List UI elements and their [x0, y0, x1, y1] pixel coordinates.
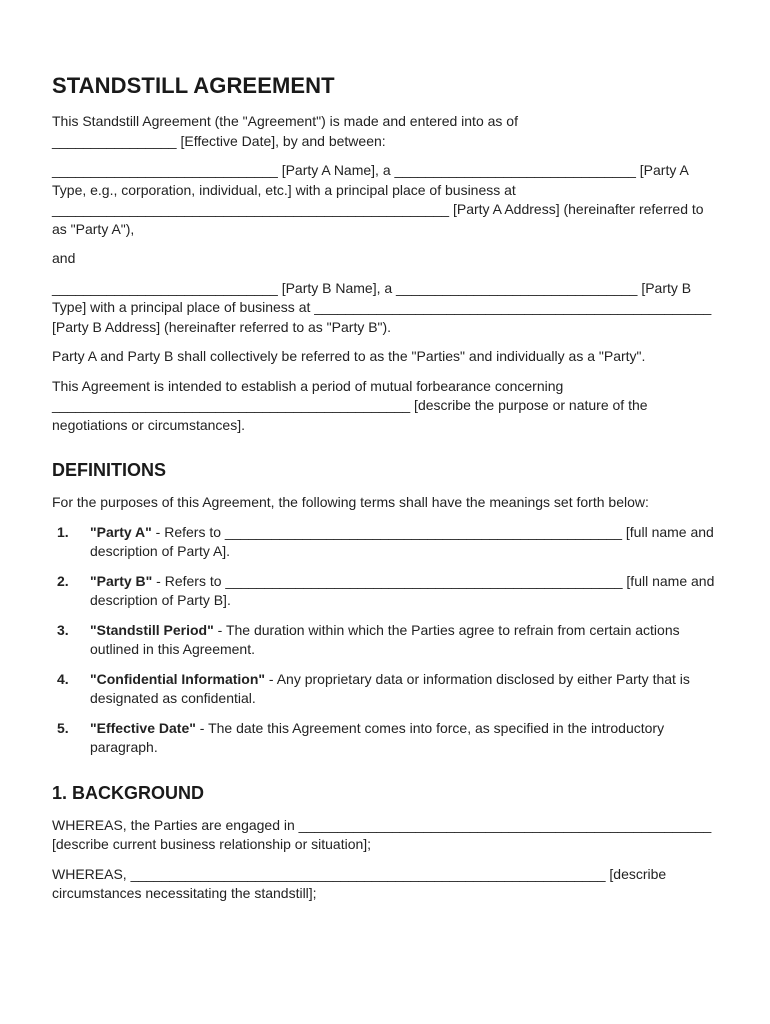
- definition-term: "Standstill Period": [90, 621, 214, 638]
- definition-item: [52, 621, 722, 660]
- definition-item: [52, 572, 722, 611]
- definition-term: "Party A": [90, 523, 152, 540]
- purpose-paragraph: This Agreement is intended to establish a period of mutual forbearance concerning ______________________________________________ [describe the purpose or nature of the negotiations or circumstances].: [52, 377, 648, 433]
- definitions-list: [52, 523, 722, 758]
- definition-text: - Refers to ___________________________________________________ [full name and description of Party B].: [90, 572, 715, 608]
- definition-number: 3.: [57, 621, 69, 638]
- definitions-lead: For the purposes of this Agreement, the following terms shall have the meanings set forth below:: [52, 494, 649, 510]
- whereas-paragraph-2: WHEREAS, _____________________________________________________________ [describe circumstances necessitating the standstill];: [52, 865, 667, 901]
- definition-item: [52, 523, 722, 562]
- definition-text: - The duration within which the Parties agree to refrain from certain actions outlined in this Agreement.: [90, 621, 680, 657]
- definition-text: - Refers to ___________________________________________________ [full name and description of Party A].: [90, 523, 714, 559]
- definition-term: "Party B": [90, 572, 153, 589]
- collective-paragraph: Party A and Party B shall collectively be referred to as the "Parties" and individually as a "Party".: [52, 348, 646, 364]
- definition-number: 2.: [57, 572, 69, 589]
- definition-term: "Confidential Information": [90, 670, 266, 687]
- definition-number: 1.: [57, 523, 69, 540]
- definition-text: - Any proprietary data or information disclosed by either Party that is designated as confidential.: [90, 670, 690, 706]
- background-heading: 1. BACKGROUND: [52, 782, 205, 803]
- definition-number: 4.: [57, 670, 69, 687]
- whereas-paragraph-1: WHEREAS, the Parties are engaged in _____________________________________________________ [describe current business relationship or situation];: [52, 816, 712, 852]
- document-title: STANDSTILL AGREEMENT: [52, 73, 335, 98]
- definition-number: 5.: [57, 719, 69, 736]
- definition-item: [52, 670, 722, 709]
- party-a-paragraph: _____________________________ [Party A Name], a _______________________________ [Party A Type, e.g., corporation, individual, etc.] with a principal place of business at ___________________________________________________ [Party A Address] (hereinafter referred to as "Party A"),: [52, 162, 704, 237]
- party-b-paragraph: _____________________________ [Party B Name], a _______________________________ [Party B Type] with a principal place of business at ___________________________________________________ [Party B Address] (hereinafter referred to as "Party B").: [52, 279, 712, 335]
- definition-item: [52, 719, 722, 758]
- document-page: [52, 70, 722, 904]
- definitions-heading: DEFINITIONS: [52, 460, 167, 480]
- and-text: and: [52, 250, 76, 266]
- intro-paragraph: This Standstill Agreement (the "Agreement") is made and entered into as of ________________ [Effective Date], by and between:: [52, 113, 518, 149]
- definition-text: - The date this Agreement comes into force, as specified in the introductory paragraph.: [90, 719, 665, 755]
- definition-term: "Effective Date": [90, 719, 196, 736]
